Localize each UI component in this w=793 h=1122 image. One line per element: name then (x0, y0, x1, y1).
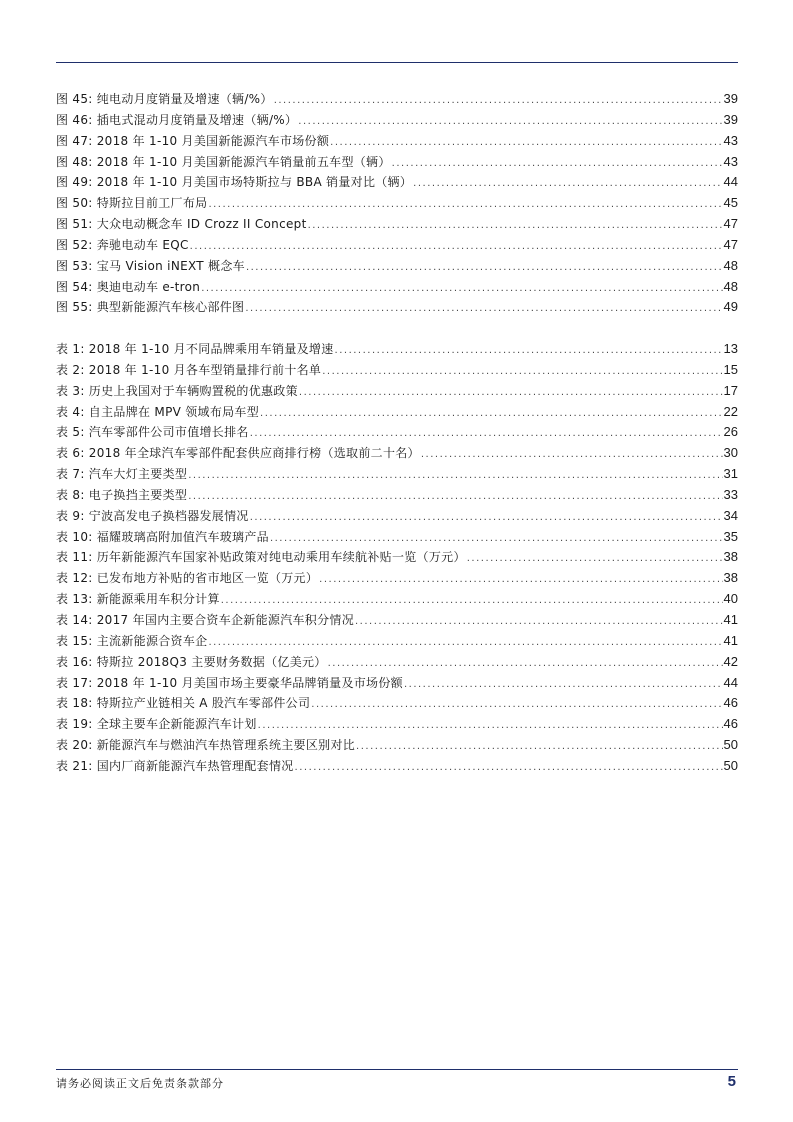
toc-entry-label: 图 55: 典型新能源汽车核心部件图 (56, 300, 245, 315)
toc-entry-table-18[interactable] (56, 693, 738, 714)
toc-entry-label: 表 18: 特斯拉产业链相关 A 股汽车零部件公司 (56, 696, 311, 711)
toc-entry-label: 图 50: 特斯拉目前工厂布局 (56, 196, 208, 211)
toc-entry-label: 表 16: 特斯拉 2018Q3 主要财务数据（亿美元） (56, 654, 327, 669)
toc-entry-page: 43 (723, 132, 738, 148)
toc-entry-page: 50 (723, 757, 738, 773)
toc-entry-page: 34 (723, 507, 738, 523)
toc-entry-figure-46[interactable] (56, 110, 738, 131)
dot-leader (295, 758, 723, 779)
toc-entry-page: 13 (723, 341, 738, 356)
toc-entry-page: 49 (723, 299, 738, 315)
toc-entry-table-4[interactable] (56, 402, 738, 423)
dot-leader (274, 91, 723, 112)
page-number: 5 (727, 1073, 736, 1090)
toc-entry-page: 31 (723, 466, 738, 482)
toc-entry-table-3[interactable] (56, 381, 738, 402)
toc-entry-label: 表 20: 新能源汽车与燃油汽车热管理系统主要区别对比 (56, 738, 356, 753)
dot-leader (245, 299, 722, 320)
toc-entry-table-8[interactable] (56, 485, 738, 506)
toc-entry-figure-52[interactable] (56, 235, 738, 256)
toc-entry-label: 表 6: 2018 年全球汽车零部件配套供应商排行榜（选取前二十名） (56, 446, 420, 461)
toc-entry-page: 41 (723, 632, 738, 648)
toc-entry-page: 47 (723, 216, 738, 232)
toc-entry-label: 图 52: 奔驰电动车 EQC (56, 237, 189, 252)
toc-entry-table-16[interactable] (56, 652, 738, 673)
toc-entry-page: 26 (723, 424, 738, 440)
toc-entry-figure-55[interactable] (56, 297, 738, 318)
toc-entry-label: 表 2: 2018 年 1-10 月各车型销量排行前十名单 (56, 362, 322, 377)
dot-leader (208, 633, 722, 654)
dot-leader (322, 362, 722, 383)
dot-leader (298, 112, 722, 133)
toc-entry-page: 45 (723, 195, 738, 211)
toc-entry-page: 38 (723, 570, 738, 586)
toc-entry-page: 38 (723, 549, 738, 565)
toc-entry-page: 48 (723, 257, 738, 273)
toc-entry-page: 30 (723, 445, 738, 461)
toc-entry-label: 图 48: 2018 年 1-10 月美国新能源汽车销量前五车型（辆） (56, 154, 391, 169)
toc-entry-page: 43 (723, 153, 738, 169)
toc-entry-figure-49[interactable] (56, 172, 738, 193)
toc-entry-table-2[interactable] (56, 360, 738, 381)
toc-entry-page: 33 (723, 486, 738, 502)
toc-entry-table-6[interactable] (56, 443, 738, 464)
toc-entry-table-7[interactable] (56, 464, 738, 485)
toc-entry-label: 表 7: 汽车大灯主要类型 (56, 467, 188, 482)
dot-leader (190, 237, 723, 258)
toc-entry-page: 39 (723, 111, 738, 127)
toc-entry-page: 15 (723, 361, 738, 377)
dot-leader (355, 612, 723, 633)
dot-leader (201, 279, 722, 300)
dot-leader (250, 424, 723, 445)
toc-entry-label: 表 15: 主流新能源合资车企 (56, 633, 208, 648)
toc-entry-label: 图 53: 宝马 Vision iNEXT 概念车 (56, 258, 245, 273)
toc-entry-table-15[interactable] (56, 631, 738, 652)
dot-leader (260, 404, 722, 425)
dot-leader (330, 133, 722, 154)
toc-entry-page: 41 (723, 611, 738, 627)
dot-leader (467, 549, 723, 570)
toc-entry-label: 表 14: 2017 年国内主要合资车企新能源汽车积分情况 (56, 612, 354, 627)
dot-leader (208, 195, 722, 216)
dot-leader (221, 591, 723, 612)
toc-entry-table-5[interactable] (56, 422, 738, 443)
toc-entry-label: 图 51: 大众电动概念车 ID Crozz II Concept (56, 217, 307, 232)
dot-leader (258, 716, 723, 737)
toc-entry-figure-53[interactable] (56, 256, 738, 277)
toc-entry-label: 表 1: 2018 年 1-10 月不同品牌乘用车销量及增速 (56, 342, 334, 356)
dot-leader (404, 675, 723, 696)
toc-entry-page: 40 (723, 591, 738, 607)
toc-entry-table-11[interactable] (56, 547, 738, 568)
toc-entry-page: 22 (723, 403, 738, 419)
dot-leader (299, 383, 723, 404)
toc-entry-page: 46 (723, 716, 738, 732)
toc-entry-label: 表 11: 历年新能源汽车国家补贴政策对纯电动乘用车续航补贴一览（万元） (56, 550, 466, 565)
toc-entry-figure-51[interactable] (56, 214, 738, 235)
toc-entry-label: 表 4: 自主品牌在 MPV 领域布局车型 (56, 404, 260, 419)
toc-entry-table-10[interactable] (56, 527, 738, 548)
toc-entry-table-9[interactable] (56, 506, 738, 527)
toc-entry-page: 50 (723, 737, 738, 753)
toc-entry-label: 表 8: 电子换挡主要类型 (56, 487, 188, 502)
toc-entry-label: 图 47: 2018 年 1-10 月美国新能源汽车市场份额 (56, 133, 330, 148)
toc-entry-label: 表 5: 汽车零部件公司市值增长排名 (56, 425, 249, 440)
toc-entry-label: 表 9: 宁波高发电子换档器发展情况 (56, 508, 249, 523)
toc-entry-page: 39 (723, 91, 738, 106)
toc-entry-figure-45[interactable] (56, 89, 738, 110)
toc-entry-page: 42 (723, 653, 738, 669)
dot-leader (250, 508, 723, 529)
toc-entry-table-21[interactable] (56, 756, 738, 777)
toc-entry-label: 表 13: 新能源乘用车积分计算 (56, 592, 220, 607)
dot-leader (188, 487, 722, 508)
toc-entry-figure-47[interactable] (56, 131, 738, 152)
toc-entry-table-19[interactable] (56, 714, 738, 735)
toc-entry-label: 表 19: 全球主要车企新能源汽车计划 (56, 717, 257, 732)
toc-entry-page: 44 (723, 674, 738, 690)
dot-leader (188, 466, 722, 487)
dot-leader (270, 529, 723, 550)
dot-leader (421, 445, 723, 466)
dot-leader (308, 216, 723, 237)
footer-rule (56, 1069, 738, 1070)
table-list (56, 339, 738, 777)
toc-entry-page: 46 (723, 695, 738, 711)
figure-list (56, 89, 738, 318)
dot-leader (319, 570, 722, 591)
dot-leader (413, 174, 722, 195)
toc-entry-table-12[interactable] (56, 568, 738, 589)
dot-leader (246, 258, 723, 279)
toc-entry-table-17[interactable] (56, 673, 738, 694)
toc-entry-label: 表 10: 福耀玻璃高附加值汽车玻璃产品 (56, 529, 269, 544)
toc-entry-label: 图 49: 2018 年 1-10 月美国市场特斯拉与 BBA 销量对比（辆） (56, 175, 413, 190)
header-rule (56, 62, 738, 63)
toc-entry-label: 图 54: 奥迪电动车 e-tron (56, 279, 201, 294)
dot-leader (335, 341, 723, 362)
toc-entry-page: 48 (723, 278, 738, 294)
toc-entry-page: 35 (723, 528, 738, 544)
toc-entry-table-1[interactable] (56, 339, 738, 360)
dot-leader (311, 695, 722, 716)
toc-entry-label: 表 3: 历史上我国对于车辆购置税的优惠政策 (56, 383, 298, 398)
dot-leader (356, 737, 722, 758)
toc-entry-label: 表 17: 2018 年 1-10 月美国市场主要豪华品牌销量及市场份额 (56, 675, 403, 690)
toc-entry-label: 表 21: 国内厂商新能源汽车热管理配套情况 (56, 758, 294, 773)
toc-entry-label: 表 12: 已发布地方补贴的省市地区一览（万元） (56, 571, 319, 586)
toc-entry-label: 图 45: 纯电动月度销量及增速（辆/%） (56, 92, 273, 106)
toc-entry-table-13[interactable] (56, 589, 738, 610)
toc-entry-page: 44 (723, 174, 738, 190)
toc-entry-page: 47 (723, 236, 738, 252)
toc-entry-figure-54[interactable] (56, 277, 738, 298)
toc-entry-figure-48[interactable] (56, 152, 738, 173)
toc-entry-figure-50[interactable] (56, 193, 738, 214)
toc-entry-table-20[interactable] (56, 735, 738, 756)
toc-entry-page: 17 (723, 382, 738, 398)
dot-leader (392, 154, 723, 175)
footer-disclaimer: 请务必阅读正文后免责条款部分 (56, 1077, 224, 1090)
toc-entry-table-14[interactable] (56, 610, 738, 631)
dot-leader (328, 654, 723, 675)
toc-entry-label: 图 46: 插电式混动月度销量及增速（辆/%） (56, 112, 298, 127)
